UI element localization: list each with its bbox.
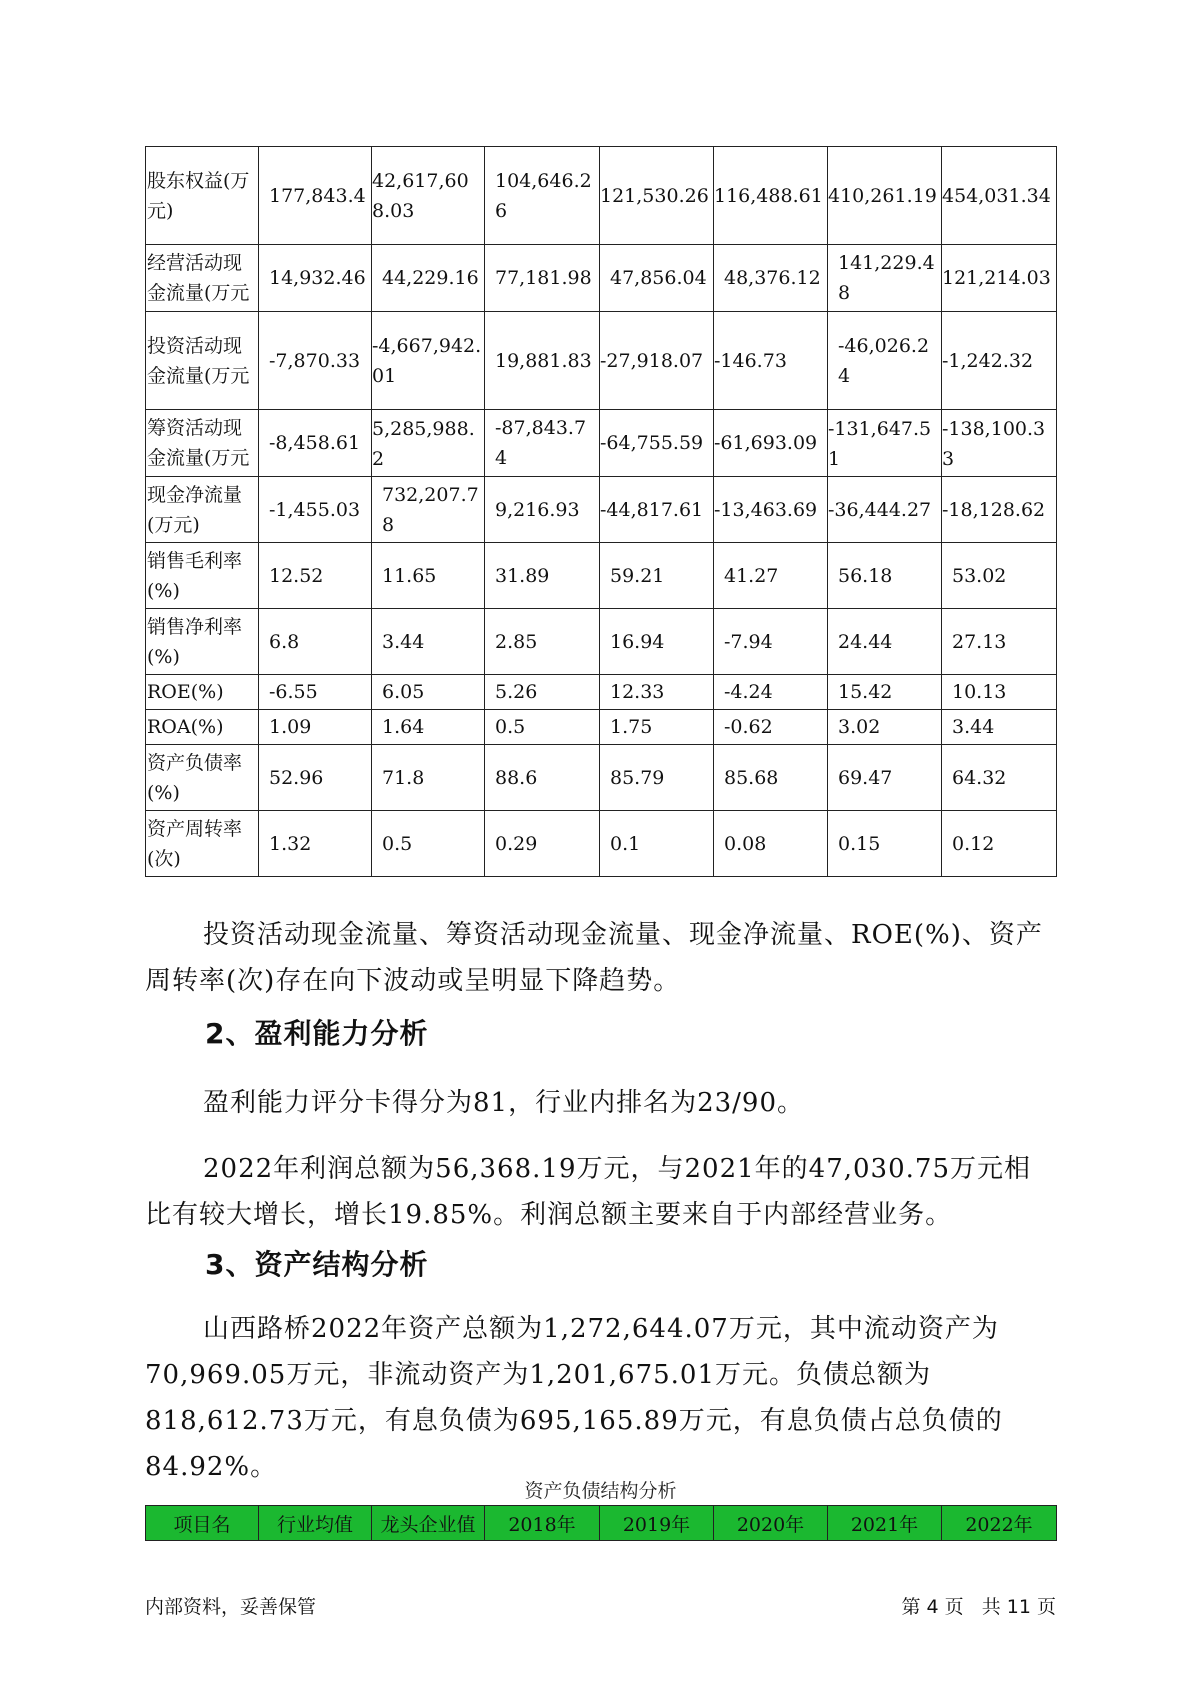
asset-text: 山西路桥2022年资产总额为1,272,644.07万元，其中流动资产为70,969.05万元，非流动资产为1,201,675.01万元。负债总额为818,612.73万元，有息负债为695,165.89万元，有息负债占总负债的84.92%。 bbox=[145, 1314, 1003, 1482]
table-cell: -8,458.61 bbox=[259, 410, 372, 477]
table-header-row bbox=[146, 1506, 1057, 1541]
table-cell: 47,856.04 bbox=[600, 245, 714, 312]
table-cell: 3.44 bbox=[372, 609, 485, 675]
table-cell: 10.13 bbox=[942, 675, 1057, 710]
table-cell: -18,128.62 bbox=[942, 477, 1057, 543]
table-cell: 85.79 bbox=[600, 745, 714, 811]
table-row bbox=[146, 147, 1057, 245]
table-cell: 1.32 bbox=[259, 811, 372, 877]
table-row bbox=[146, 312, 1057, 410]
row-label: 资产周转率(次) bbox=[146, 811, 259, 877]
table-cell: 0.1 bbox=[600, 811, 714, 877]
table-cell: 3.02 bbox=[828, 710, 942, 745]
profit-total-paragraph bbox=[145, 1146, 1056, 1238]
footer-page-number: 第 4 页 共 11 页 bbox=[901, 1596, 1056, 1618]
column-header: 2019年 bbox=[600, 1506, 714, 1541]
column-header: 龙头企业值 bbox=[372, 1506, 485, 1541]
table-cell: 24.44 bbox=[828, 609, 942, 675]
table-row bbox=[146, 410, 1057, 477]
table-cell: -146.73 bbox=[714, 312, 828, 410]
table-cell: 14,932.46 bbox=[259, 245, 372, 312]
row-label: 现金净流量(万元) bbox=[146, 477, 259, 543]
table-row bbox=[146, 710, 1057, 745]
table-cell: 12.52 bbox=[259, 543, 372, 609]
table-row bbox=[146, 811, 1057, 877]
section-heading-profitability: 2、盈利能力分析 bbox=[205, 1017, 429, 1050]
table-cell: 44,229.16 bbox=[372, 245, 485, 312]
table-cell: 5.26 bbox=[485, 675, 600, 710]
table-cell: -44,817.61 bbox=[600, 477, 714, 543]
table-cell: 116,488.61 bbox=[714, 147, 828, 245]
table-cell: 454,031.34 bbox=[942, 147, 1057, 245]
table-cell: 85.68 bbox=[714, 745, 828, 811]
table-cell: 71.8 bbox=[372, 745, 485, 811]
table-cell: 41.27 bbox=[714, 543, 828, 609]
row-label: ROA(%) bbox=[146, 710, 259, 745]
table-cell: 121,530.26 bbox=[600, 147, 714, 245]
table-cell: 69.47 bbox=[828, 745, 942, 811]
table-cell: -131,647.51 bbox=[828, 410, 942, 477]
column-header: 2018年 bbox=[485, 1506, 600, 1541]
row-label: 投资活动现金流量(万元 bbox=[146, 312, 259, 410]
table-cell: 732,207.78 bbox=[372, 477, 485, 543]
table-cell: 6.8 bbox=[259, 609, 372, 675]
table-cell: -64,755.59 bbox=[600, 410, 714, 477]
table-cell: -4.24 bbox=[714, 675, 828, 710]
table-row bbox=[146, 477, 1057, 543]
table-cell: -36,444.27 bbox=[828, 477, 942, 543]
table-cell: 141,229.48 bbox=[828, 245, 942, 312]
table-cell: 31.89 bbox=[485, 543, 600, 609]
table-cell: 16.94 bbox=[600, 609, 714, 675]
table-cell: 9,216.93 bbox=[485, 477, 600, 543]
table-cell: -1,455.03 bbox=[259, 477, 372, 543]
table-cell: 0.08 bbox=[714, 811, 828, 877]
row-label: 销售净利率(%) bbox=[146, 609, 259, 675]
profit-score-text: 盈利能力评分卡得分为81，行业内排名为23/90。 bbox=[203, 1088, 805, 1118]
table-cell: -27,918.07 bbox=[600, 312, 714, 410]
column-header: 项目名 bbox=[146, 1506, 259, 1541]
table-cell: -46,026.24 bbox=[828, 312, 942, 410]
table-cell: 48,376.12 bbox=[714, 245, 828, 312]
trend-paragraph bbox=[145, 912, 1056, 1004]
row-label: ROE(%) bbox=[146, 675, 259, 710]
row-label: 筹资活动现金流量(万元 bbox=[146, 410, 259, 477]
table-row bbox=[146, 609, 1057, 675]
table-cell: 12.33 bbox=[600, 675, 714, 710]
table-cell: 88.6 bbox=[485, 745, 600, 811]
table-cell: -87,843.74 bbox=[485, 410, 600, 477]
table-cell: -4,667,942.01 bbox=[372, 312, 485, 410]
row-label: 股东权益(万元) bbox=[146, 147, 259, 245]
table-cell: -138,100.33 bbox=[942, 410, 1057, 477]
table-cell: 52.96 bbox=[259, 745, 372, 811]
table-cell: 121,214.03 bbox=[942, 245, 1057, 312]
table-cell: 42,617,608.03 bbox=[372, 147, 485, 245]
table-cell: 27.13 bbox=[942, 609, 1057, 675]
table-cell: 0.5 bbox=[485, 710, 600, 745]
column-header: 2021年 bbox=[828, 1506, 942, 1541]
table-cell: 3.44 bbox=[942, 710, 1057, 745]
table-cell: 6.05 bbox=[372, 675, 485, 710]
financial-metrics-table bbox=[145, 146, 1057, 877]
table-cell: 177,843.4 bbox=[259, 147, 372, 245]
table-cell: -7.94 bbox=[714, 609, 828, 675]
table-cell: 0.15 bbox=[828, 811, 942, 877]
trend-text: 投资活动现金流量、筹资活动现金流量、现金净流量、ROE(%)、资产周转率(次)存在向下波动或呈明显下降趋势。 bbox=[145, 920, 1043, 996]
table-cell: 1.64 bbox=[372, 710, 485, 745]
footer-confidential-note: 内部资料，妥善保管 bbox=[145, 1596, 317, 1618]
table-cell: 2.85 bbox=[485, 609, 600, 675]
column-header: 2020年 bbox=[714, 1506, 828, 1541]
asset-paragraph bbox=[145, 1306, 1056, 1490]
table-cell: 410,261.19 bbox=[828, 147, 942, 245]
table-cell: 1.09 bbox=[259, 710, 372, 745]
table-cell: 0.12 bbox=[942, 811, 1057, 877]
table-cell: -1,242.32 bbox=[942, 312, 1057, 410]
table-cell: 15.42 bbox=[828, 675, 942, 710]
table-cell: 11.65 bbox=[372, 543, 485, 609]
column-header: 2022年 bbox=[942, 1506, 1057, 1541]
table-cell: -6.55 bbox=[259, 675, 372, 710]
row-label: 经营活动现金流量(万元 bbox=[146, 245, 259, 312]
table-cell: 59.21 bbox=[600, 543, 714, 609]
table-caption: 资产负债结构分析 bbox=[524, 1480, 677, 1502]
column-header: 行业均值 bbox=[259, 1506, 372, 1541]
profit-score-paragraph bbox=[145, 1080, 1056, 1126]
table-cell: 0.29 bbox=[485, 811, 600, 877]
table-cell: 0.5 bbox=[372, 811, 485, 877]
row-label: 销售毛利率(%) bbox=[146, 543, 259, 609]
table-cell: 64.32 bbox=[942, 745, 1057, 811]
table-cell: 104,646.26 bbox=[485, 147, 600, 245]
table-cell: 5,285,988.2 bbox=[372, 410, 485, 477]
table-row bbox=[146, 245, 1057, 312]
table-row bbox=[146, 543, 1057, 609]
table-cell: 1.75 bbox=[600, 710, 714, 745]
table-cell: -0.62 bbox=[714, 710, 828, 745]
table-cell: -7,870.33 bbox=[259, 312, 372, 410]
table-cell: 19,881.83 bbox=[485, 312, 600, 410]
asset-liability-structure-table bbox=[145, 1505, 1057, 1541]
table-row bbox=[146, 745, 1057, 811]
row-label: 资产负债率(%) bbox=[146, 745, 259, 811]
section-heading-asset-structure: 3、资产结构分析 bbox=[205, 1248, 429, 1281]
table-row bbox=[146, 675, 1057, 710]
table-cell: -61,693.09 bbox=[714, 410, 828, 477]
table-cell: -13,463.69 bbox=[714, 477, 828, 543]
table-cell: 53.02 bbox=[942, 543, 1057, 609]
profit-total-text: 2022年利润总额为56,368.19万元，与2021年的47,030.75万元相比有较大增长，增长19.85%。利润总额主要来自于内部经营业务。 bbox=[145, 1154, 1031, 1230]
table-cell: 77,181.98 bbox=[485, 245, 600, 312]
table-cell: 56.18 bbox=[828, 543, 942, 609]
